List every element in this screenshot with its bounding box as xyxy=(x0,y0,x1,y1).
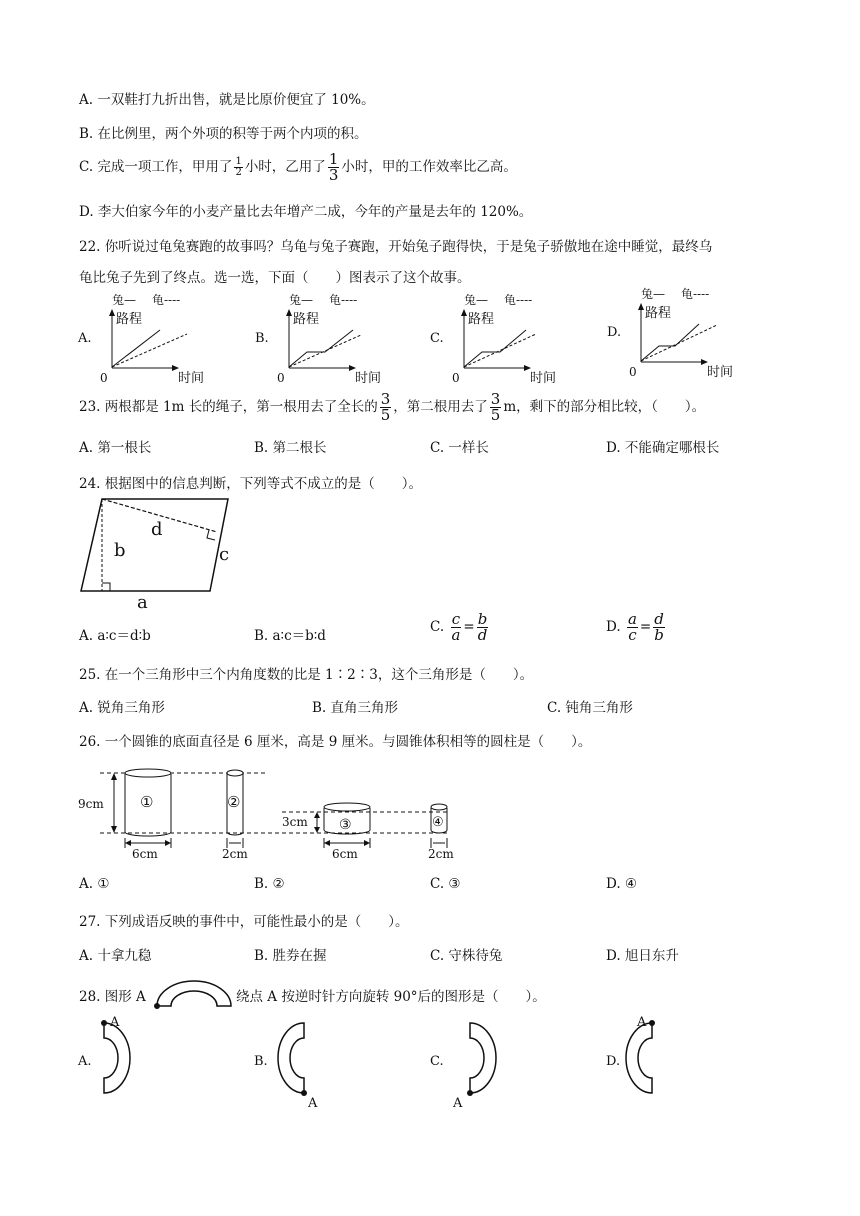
race-graph-b xyxy=(255,290,425,386)
q25-stem: 25. 在一个三角形中三个内角度数的比是 1∶2∶3，这个三角形是（ ）。 xyxy=(79,667,534,683)
label-b: b xyxy=(114,540,126,561)
q25-option-a: A. 锐角三角形 xyxy=(79,700,165,716)
q28-options-figure xyxy=(76,1014,796,1109)
q26-option-d: D. ④ xyxy=(606,876,638,892)
fraction-one-half: $\frac{1}{2}$ xyxy=(235,156,242,178)
legend-turtle: 龟---- xyxy=(152,293,181,307)
q24-stem: 24. 根据图中的信息判断，下列等式不成立的是（ ）。 xyxy=(79,476,423,492)
q21-option-d: D. 李大伯家今年的小麦产量比去年增产二成，今年的产量是去年的 120%。 xyxy=(79,204,533,220)
q25-option-b: B. 直角三角形 xyxy=(312,700,399,716)
axis-label-distance: 路程 xyxy=(293,312,320,327)
q23-option-d: D. 不能确定哪根长 xyxy=(606,440,720,456)
turtle-line xyxy=(464,334,536,367)
q21-option-b: B. 在比例里，两个外项的积等于两个内项的积。 xyxy=(79,126,368,142)
rabbit-line xyxy=(112,330,160,367)
rabbit-line xyxy=(289,330,353,367)
legend-rabbit: 兔— xyxy=(112,293,137,307)
arch-shape-figure xyxy=(150,976,240,1010)
label-d: d xyxy=(151,519,163,540)
q28-option-a-point: A xyxy=(110,1015,120,1030)
q28-stem-post: 绕点 A 按逆时针方向旋转 90°后的图形是（ ）。 xyxy=(236,989,546,1005)
q27-option-d: D. 旭日东升 xyxy=(606,948,679,964)
diameter-2: 2cm xyxy=(222,847,248,861)
q27-option-c: C. 守株待兔 xyxy=(430,948,503,964)
q21-option-c: C. 完成一项工作，甲用了 $\frac{1}{2}$ 小时，乙用了 $\frac{1}{3}$ 小时，甲的工作效率比乙高。 xyxy=(79,150,517,184)
q28-option-c-point: A xyxy=(453,1096,463,1111)
axis-label-time: 时间 xyxy=(707,365,734,380)
q28-option-c-label: C. xyxy=(430,1054,444,1069)
axis-label-distance: 路程 xyxy=(116,312,143,327)
origin-label: 0 xyxy=(629,365,637,379)
rabbit-line xyxy=(464,330,526,367)
axis-label-time: 时间 xyxy=(530,371,557,386)
q24-option-a: A. a∶c＝d∶b xyxy=(79,628,151,644)
fraction-one-third: $\frac{1}{3}$ xyxy=(328,150,339,184)
q26-option-c: C. ③ xyxy=(430,876,461,892)
q27-option-a: A. 十拿九稳 xyxy=(79,948,152,964)
label-a: a xyxy=(137,592,148,613)
q27-option-b: B. 胜券在握 xyxy=(254,948,327,964)
cylinder-2-label: ② xyxy=(227,793,241,811)
q24-option-c: C. $\frac{c}{a}$ = $\frac{b}{d}$ xyxy=(430,610,488,644)
q28-stem-pre: 28. 图形 A xyxy=(79,989,146,1005)
label-c: c xyxy=(219,544,230,565)
q28-option-a-label: A. xyxy=(78,1054,92,1069)
q26-option-b: B. ② xyxy=(254,876,285,892)
cylinder-4-label: ④ xyxy=(432,815,444,830)
q21-option-a: A. 一双鞋打九折出售，就是比原价便宜了 10%。 xyxy=(79,92,375,108)
q24-option-d: D. $\frac{a}{c}$ = $\frac{d}{b}$ xyxy=(606,610,664,644)
origin-label: 0 xyxy=(452,371,460,385)
q22-stem-line2: 龟比兔子先到了终点。选一选，下面（ ）图表示了这个故事。 xyxy=(79,270,471,286)
q28-option-d-point: A xyxy=(637,1015,647,1030)
q28-option-b-label: B. xyxy=(254,1054,268,1069)
q23-stem: 23. 两根都是 1m 长的绳子，第一根用去了全长的 $\frac{3}{5}$ ，第二根用去了 $\frac{3}{5}$ m，剩下的部分相比较，（ ）。 xyxy=(79,390,706,424)
q27-stem: 27. 下列成语反映的事件中，可能性最小的是（ ）。 xyxy=(79,914,409,930)
origin-label: 0 xyxy=(277,371,285,385)
q26-option-a: A. ① xyxy=(79,876,110,892)
diameter-3: 6cm xyxy=(332,847,358,861)
q23-option-b: B. 第二根长 xyxy=(254,440,327,456)
q26-stem: 26. 一个圆锥的底面直径是 6 厘米，高是 9 厘米。与圆锥体积相等的圆柱是（ ）。 xyxy=(79,734,592,750)
cylinders-figure xyxy=(76,762,476,862)
q22-option-label: D. xyxy=(607,325,622,340)
q22-stem-line1: 22. 你听说过龟兔赛跑的故事吗？乌龟与兔子赛跑，开始兔子跑得快，于是兔子骄傲地在途中睡觉，最终乌 xyxy=(79,239,713,255)
legend-rabbit: 兔— xyxy=(641,287,666,301)
legend-rabbit: 兔— xyxy=(289,293,314,307)
turtle-line xyxy=(112,334,187,367)
axis-label-time: 时间 xyxy=(355,371,382,386)
diameter-4: 2cm xyxy=(428,847,454,861)
q25-option-c: C. 钝角三角形 xyxy=(547,700,633,716)
cylinder-3-label: ③ xyxy=(339,817,352,833)
rabbit-line xyxy=(641,324,699,361)
race-graph-d xyxy=(607,284,777,380)
origin-label: 0 xyxy=(100,371,108,385)
legend-turtle: 龟---- xyxy=(681,287,710,301)
legend-turtle: 龟---- xyxy=(329,293,358,307)
legend-rabbit: 兔— xyxy=(464,293,489,307)
q23-option-a: A. 第一根长 xyxy=(79,440,152,456)
height-9cm: 9cm xyxy=(78,797,104,811)
parallelogram-figure xyxy=(78,494,253,614)
q24-option-b: B. a∶c＝b∶d xyxy=(254,628,326,644)
axis-label-time: 时间 xyxy=(178,371,205,386)
q22-option-label: B. xyxy=(255,331,269,346)
fraction-three-fifths-m: $\frac{3}{5}$ xyxy=(490,390,501,424)
q28-option-b-point: A xyxy=(308,1096,318,1111)
q22-option-label: C. xyxy=(430,331,444,346)
q22-option-label: A. xyxy=(78,331,92,346)
race-graph-a xyxy=(78,290,248,386)
q23-option-c: C. 一样长 xyxy=(430,440,489,456)
fraction-three-fifths: $\frac{3}{5}$ xyxy=(380,390,391,424)
diameter-1: 6cm xyxy=(132,847,158,861)
height-3cm: 3cm xyxy=(282,815,308,829)
q28-option-d-label: D. xyxy=(606,1054,621,1069)
axis-label-distance: 路程 xyxy=(645,306,672,321)
legend-turtle: 龟---- xyxy=(504,293,533,307)
cylinder-1-label: ① xyxy=(140,793,154,811)
turtle-line xyxy=(641,325,717,361)
turtle-line xyxy=(289,335,361,367)
race-graph-c xyxy=(430,290,600,386)
axis-label-distance: 路程 xyxy=(468,312,495,327)
